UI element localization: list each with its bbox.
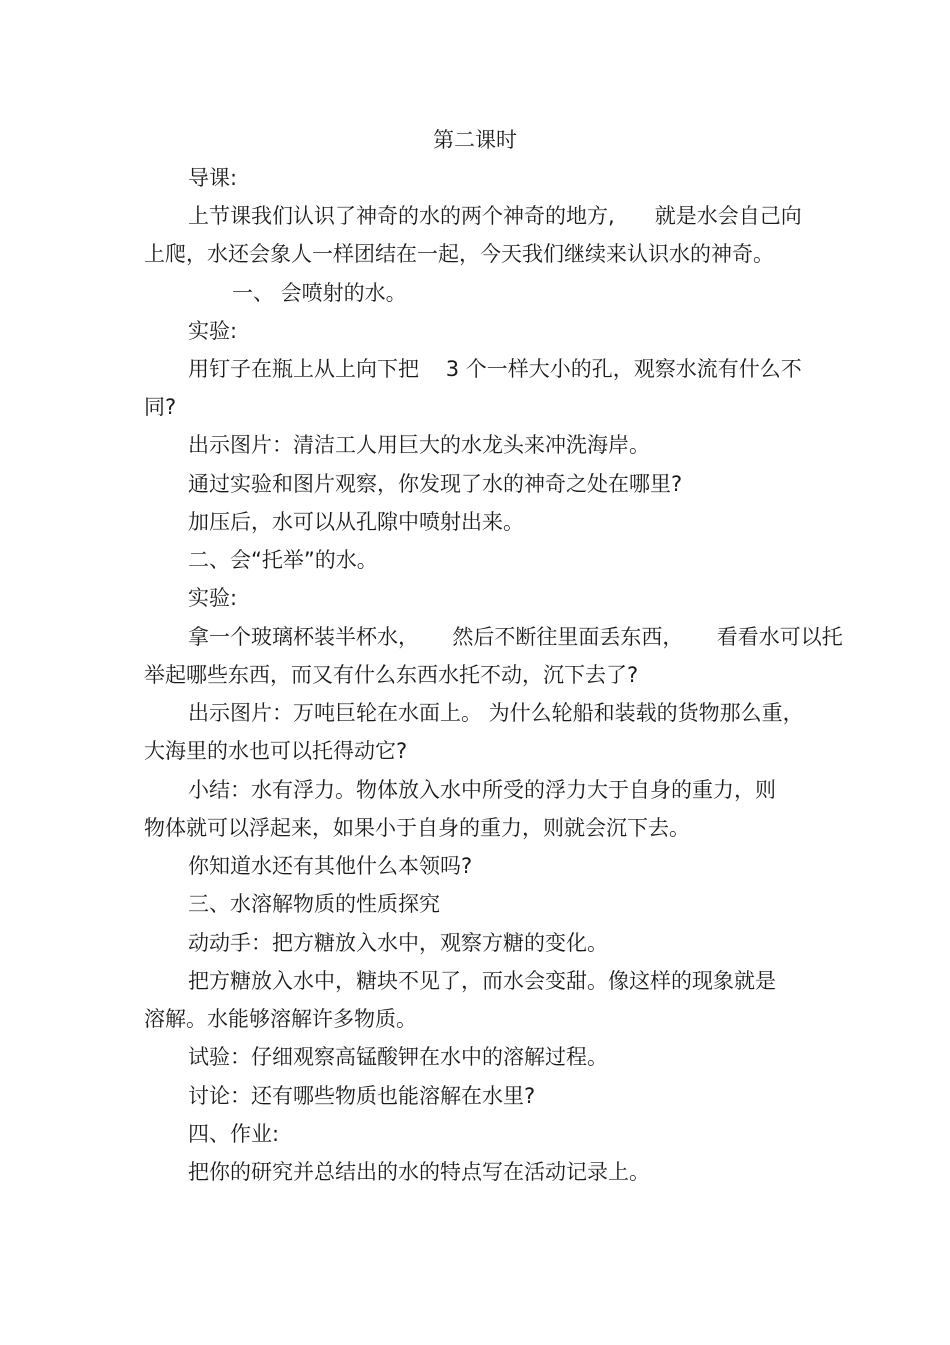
text-line: 动动手：把方糖放入水中，观察方糖的变化。	[188, 931, 608, 955]
text-line: 举起哪些东西，而又有什么东西水托不动，沉下去了?	[144, 663, 639, 687]
text-line: 小结：水有浮力。物体放入水中所受的浮力大于自身的重力，则	[188, 778, 776, 802]
text-line: 实验:	[188, 319, 238, 343]
text-line: 导课:	[188, 166, 238, 190]
text-line: 溶解。水能够溶解许多物质。	[144, 1007, 417, 1031]
text-line: 通过实验和图片观察，你发现了水的神奇之处在哪里?	[188, 472, 683, 496]
text-line: 大海里的水也可以托得动它?	[144, 739, 408, 763]
section-heading: 四、作业:	[188, 1122, 280, 1146]
text-line: 加压后，水可以从孔隙中喷射出来。	[188, 510, 524, 534]
text-line: 物体就可以浮起来，如果小于自身的重力，则就会沉下去。	[144, 816, 690, 840]
text-line: 你知道水还有其他什么本领吗?	[188, 854, 473, 878]
text-line: 把你的研究并总结出的水的特点写在活动记录上。	[188, 1160, 650, 1184]
section-heading: 三、水溶解物质的性质探究	[188, 892, 440, 916]
page-title: 第二课时	[433, 128, 517, 152]
text-line: 实验:	[188, 586, 238, 610]
text-line: 出示图片：万吨巨轮在水面上。 为什么轮船和装载的货物那么重，	[188, 701, 804, 725]
text-line: 出示图片：清洁工人用巨大的水龙头来冲洗海岸。	[188, 433, 650, 457]
text-line: 同?	[144, 395, 177, 419]
text-line: 拿一个玻璃杯装半杯水， 然后不断往里面丢东西， 看看水可以托	[188, 625, 843, 649]
text-line: 上节课我们认识了神奇的水的两个神奇的地方, 就是水会自己向	[188, 204, 802, 228]
section-heading: 二、会“托举”的水。	[188, 548, 378, 572]
text-line: 试验：仔细观察高锰酸钾在水中的溶解过程。	[188, 1045, 608, 1069]
text-line: 用钉子在瓶上从上向下把 3 个一样大小的孔，观察水流有什么不	[188, 357, 802, 381]
text-line: 讨论：还有哪些物质也能溶解在水里?	[188, 1084, 536, 1108]
text-line: 上爬，水还会象人一样团结在一起，今天我们继续来认识水的神奇。	[144, 242, 774, 266]
text-line: 把方糖放入水中，糖块不见了，而水会变甜。像这样的现象就是	[188, 969, 776, 993]
section-heading: 一、 会喷射的水。	[232, 281, 407, 305]
